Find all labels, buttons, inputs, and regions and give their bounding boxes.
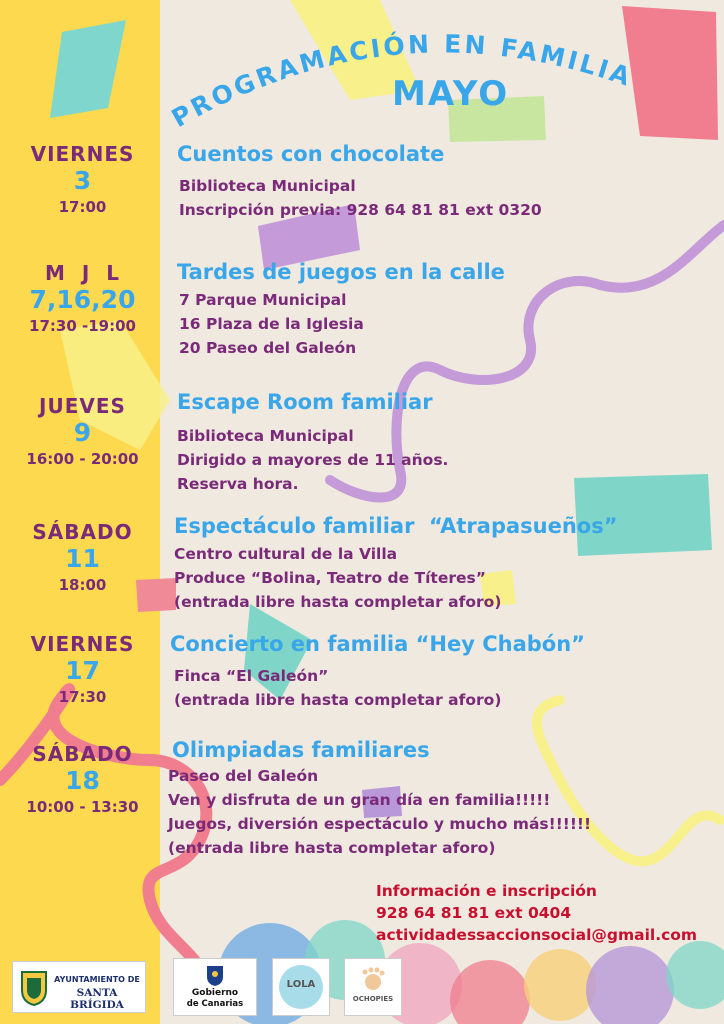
event-title: Espectáculo familiar “Atrapasueños” [174, 514, 618, 538]
event-5 [170, 630, 585, 712]
event-detail: (entrada libre hasta completar aforo) [174, 593, 502, 611]
event-number: 9 [73, 418, 92, 447]
event-date-2 [0, 261, 165, 337]
event-time: 10:00 - 13:30 [26, 798, 139, 816]
event-time: 17:30 -19:00 [29, 317, 136, 335]
event-detail: Juegos, diversión espectáculo y mucho más!!!!!! [168, 815, 592, 833]
ayuntamiento-line2: SANTA BRÍGIDA [70, 987, 124, 1011]
contact-email[interactable]: actividadessaccionsocial@gmail.com [376, 926, 698, 944]
event-detail: (entrada libre hasta completar aforo) [168, 839, 496, 857]
event-detail: Reserva hora. [177, 475, 299, 493]
event-number: 7,16,20 [29, 285, 136, 314]
event-6 [168, 736, 591, 860]
event-detail: Produce “Bolina, Teatro de Títeres” [174, 569, 486, 587]
event-detail: Finca “El Galeón” [174, 667, 329, 685]
footprint-icon [359, 967, 387, 991]
title-arc [0, 0, 724, 150]
event-date-5 [0, 632, 165, 708]
event-title: Cuentos con chocolate [177, 142, 445, 166]
contact-info [376, 880, 697, 946]
coat-of-arms-icon [19, 968, 49, 1006]
event-time: 16:00 - 20:00 [26, 450, 139, 468]
logo-ochopies [344, 958, 402, 1016]
gobierno-line2: de Canarias [186, 999, 244, 1009]
event-detail: Dirigido a mayores de 11 años. [177, 451, 449, 469]
event-number: 11 [65, 544, 100, 573]
event-day: VIERNES [30, 632, 135, 656]
event-detail: Biblioteca Municipal [179, 177, 356, 195]
event-time: 18:00 [58, 576, 107, 594]
event-detail: (entrada libre hasta completar aforo) [174, 691, 502, 709]
event-detail: 16 Plaza de la Iglesia [179, 315, 364, 333]
event-2 [177, 258, 505, 360]
event-detail: Paseo del Galeón [168, 767, 319, 785]
ayuntamiento-line1: AYUNTAMIENTO DE [54, 975, 140, 984]
event-title: Concierto en familia “Hey Chabón” [170, 632, 585, 656]
crest-icon [204, 963, 226, 987]
contact-heading: Información e inscripción [376, 882, 597, 900]
contact-phone: 928 64 81 81 ext 0404 [376, 904, 572, 922]
event-date-1 [0, 142, 165, 218]
logo-ayuntamiento [12, 961, 146, 1013]
logo-lola [272, 958, 330, 1016]
event-detail: Inscripción previa: 928 64 81 81 ext 0320 [179, 201, 542, 219]
event-detail: Ven y disfruta de un gran día en familia!!!!! [168, 791, 551, 809]
event-number: 18 [65, 766, 100, 795]
event-detail: 20 Paseo del Galeón [179, 339, 357, 357]
event-date-6 [0, 742, 165, 818]
event-number: 3 [73, 166, 92, 195]
event-day: JUEVES [39, 394, 126, 418]
event-title: Escape Room familiar [177, 390, 433, 414]
event-day: M J L [45, 261, 120, 285]
gobierno-line1: Gobierno [191, 988, 239, 998]
event-number: 17 [65, 656, 100, 685]
lola-text: LOLA [286, 979, 316, 990]
event-time: 17:00 [58, 198, 107, 216]
event-detail: 7 Parque Municipal [179, 291, 347, 309]
event-detail: Centro cultural de la Villa [174, 545, 398, 563]
event-title: Olimpiadas familiares [172, 738, 430, 762]
page-title-text: PROGRAMACIÓN EN FAMILIA [166, 29, 637, 134]
event-1 [177, 140, 542, 222]
event-title: Tardes de juegos en la calle [177, 260, 505, 284]
event-day: SÁBADO [32, 742, 133, 766]
month-label: MAYO [392, 74, 510, 114]
event-detail: Biblioteca Municipal [177, 427, 354, 445]
event-day: SÁBADO [32, 520, 133, 544]
event-date-4 [0, 520, 165, 596]
event-date-3 [0, 394, 165, 470]
event-3 [177, 388, 448, 496]
event-time: 17:30 [58, 688, 107, 706]
logo-gobierno-canarias [173, 958, 257, 1016]
event-day: VIERNES [30, 142, 135, 166]
ochopies-text: OCHOPIES [352, 995, 394, 1003]
event-4 [174, 512, 618, 614]
